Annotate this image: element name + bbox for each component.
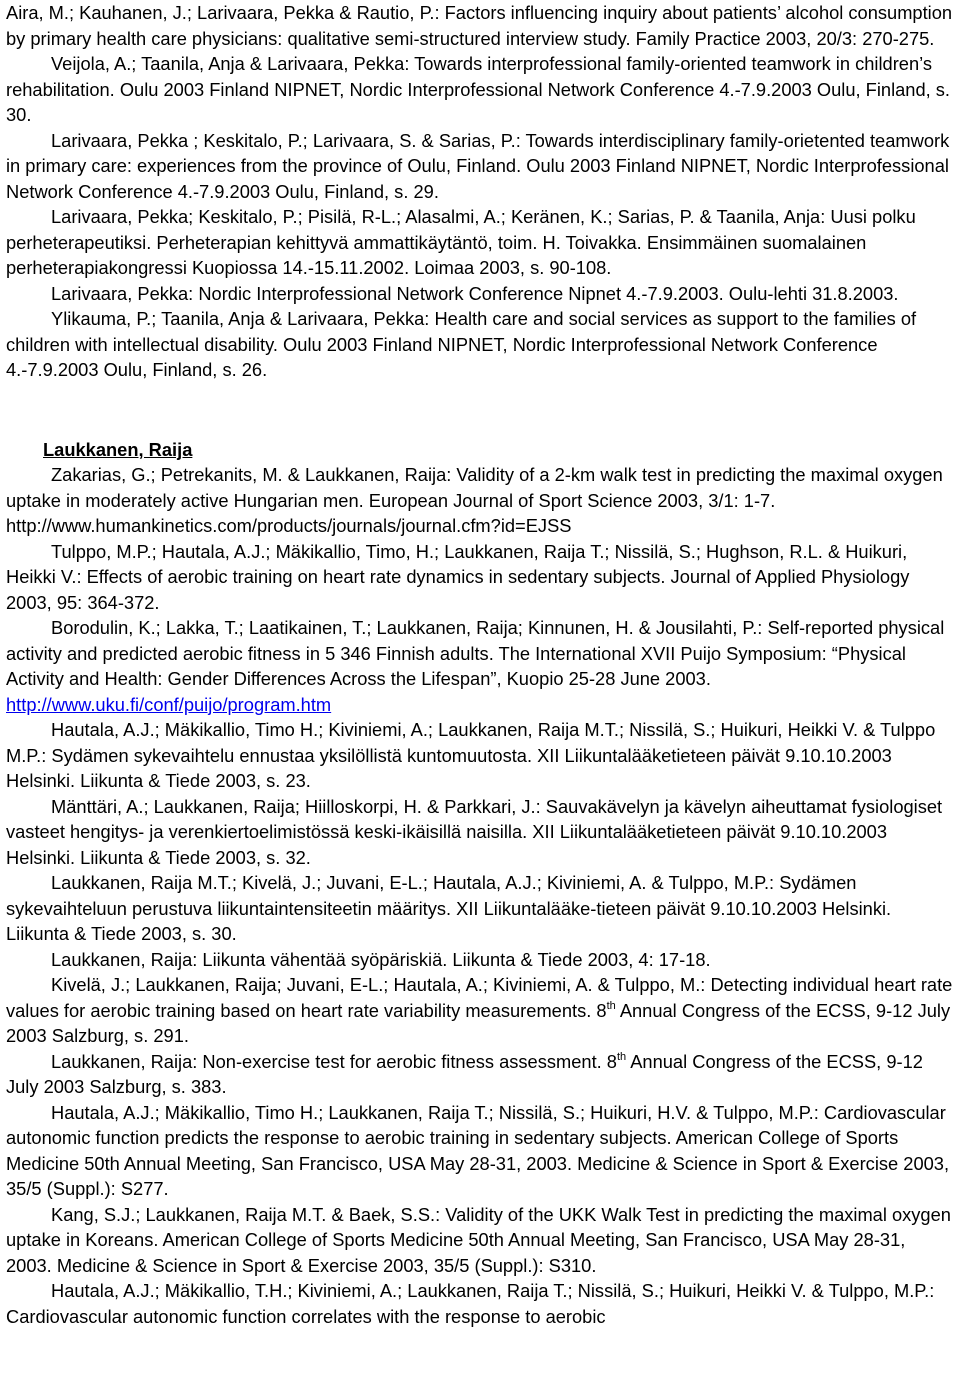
reference-text: Annual Congress of the ECSS, 9-12 July 2003 Salzburg, s. 383. [6, 1050, 923, 1097]
reference-entry: Larivaara, Pekka ; Keskitalo, P.; Larivaara, S. & Sarias, P.: Towards interdisciplinary family-orietented teamwork in primary care: experiences from the province of Oulu, Finland. Oulu 2003 Finland NIPNET, Nordic Interprofessional Network Conference 4.-7.9.2003 Oulu, Finland, s. 29. [6, 129, 950, 202]
reference-entry: Laukkanen, Raija M.T.; Kivelä, J.; Juvani, E-L.; Hautala, A.J.; Kiviniemi, A. & Tulppo, M.P.: Sydämen sykevaihteluun perustuva liikuntaintensiteetin määritys. XII Liikuntalääke-tieteen päivät 9.10.10.2003 Helsinki. Liikunta & Tiede 2003, s. 30. [6, 872, 892, 944]
program-link[interactable]: http://www.uku.fi/conf/puijo/program.htm [6, 693, 332, 715]
reference-entry: Hautala, A.J.; Mäkikallio, T.H.; Kiviniemi, A.; Laukkanen, Raija T.; Nissilä, S.; Huikuri, Heikki V. & Tulppo, M.P.: Cardiovascular autonomic function correlates with the response to aerobic [6, 1280, 935, 1327]
reference-text: Annual Congress of the ECSS, 9-12 July 2003 Salzburg, s. 291. [6, 999, 951, 1046]
reference-entry [6, 972, 954, 1049]
reference-text: Kivelä, J.; Laukkanen, Raija; Juvani, E-L.; Hautala, A.; Kiviniemi, A. & Tulppo, M.: Detecting individual heart rate values for aerobic training based on heart rate variability measurements. 8 [6, 974, 953, 1021]
reference-entry: Zakarias, G.; Petrekanits, M. & Laukkanen, Raija: Validity of a 2-km walk test in predicting the maximal oxygen uptake in moderately active Hungarian men. European Journal of Sport Science 2003, 3/1: 1-7. http://www.humankinetics.com/products/journals/journal.cfm?id=EJSS [6, 464, 943, 536]
reference-entry: Hautala, A.J.; Mäkikallio, Timo H.; Laukkanen, Raija T.; Nissilä, S.; Huikuri, H.V. & Tulppo, M.P.: Cardiovascular autonomic function predicts the response to aerobic training in sedentary subjects. American College of Sports Medicine 50th Annual Meeting, San Francisco, USA May 28-31, 2003. Medicine & Science in Sport & Exercise 2003, 35/5 (Suppl.): S277. [6, 1101, 950, 1199]
reference-entry: Veijola, A.; Taanila, Anja & Larivaara, Pekka: Towards interprofessional family-oriented teamwork in children’s rehabilitation. Oulu 2003 Finland NIPNET, Nordic Interprofessional Network Conference 4.-7.9.2003 Oulu, Finland, s. 30. [6, 53, 951, 125]
reference-entry: Hautala, A.J.; Mäkikallio, Timo H.; Kiviniemi, A.; Laukkanen, Raija M.T.; Nissilä, S.; Huikuri, Heikki V. & Tulppo M.P.: Sydämen sykevaihtelu ennustaa yksilöllistä kuntomuutosta. XII Liikuntalääketieteen päivät 9.10.10.2003 Helsinki. Liikunta & Tiede 2003, s. 23. [6, 719, 936, 791]
ordinal-suffix: th [606, 999, 616, 1012]
reference-text: Laukkanen, Raija: Non-exercise test for aerobic fitness assessment. 8 [51, 1050, 617, 1072]
author-heading: Laukkanen, Raija [43, 438, 193, 460]
section-spacer [6, 383, 954, 437]
reference-entry [6, 1049, 954, 1100]
reference-entry [6, 615, 954, 717]
reference-entry: Larivaara, Pekka; Keskitalo, P.; Pisilä, R-L.; Alasalmi, A.; Keränen, K.; Sarias, P. & Taanila, Anja: Uusi polku perheterapeutiksi. Perheterapian kehittyvä ammattikäytäntö, toim. H. Toivakka. Ensimmäinen suomalainen perheterapiakongressi Kuopiossa 14.-15.11.2002. Loimaa 2003, s. 90-108. [6, 206, 916, 278]
reference-entry: Kang, S.J.; Laukkanen, Raija M.T. & Baek, S.S.: Validity of the UKK Walk Test in predicting the maximal oxygen uptake in Koreans. American College of Sports Medicine 50th Annual Meeting, San Francisco, USA May 28-31, 2003. Medicine & Science in Sport & Exercise 2003, 35/5 (Suppl.): S310. [6, 1203, 951, 1276]
reference-entry: Larivaara, Pekka: Nordic Interprofessional Network Conference Nipnet 4.-7.9.2003. Oulu-lehti 31.8.2003. [51, 282, 899, 304]
reference-entry: Ylikauma, P.; Taanila, Anja & Larivaara, Pekka: Health care and social services as support to the families of children with intellectual disability. Oulu 2003 Finland NIPNET, Nordic Interprofessional Network Conference 4.-7.9.2003 Oulu, Finland, s. 26. [6, 308, 917, 380]
reference-entry: Aira, M.; Kauhanen, J.; Larivaara, Pekka & Rautio, P.: Factors influencing inquiry about patients’ alcohol consumption by primary health care physicians: qualitative semi-structured interview study. Family Practice 2003, 20/3: 270-275. [6, 2, 953, 49]
reference-entry: Tulppo, M.P.; Hautala, A.J.; Mäkikallio, Timo, H.; Laukkanen, Raija T.; Nissilä, S.; Hughson, R.L. & Huikuri, Heikki V.: Effects of aerobic training on heart rate dynamics in sedentary subjects. Journal of Applied Physiology 2003, 95: 364-372. [6, 540, 910, 613]
reference-entry: Mänttäri, A.; Laukkanen, Raija; Hiilloskorpi, H. & Parkkari, J.: Sauvakävelyn ja kävelyn aiheuttamat fysiologiset vasteet hengitys- ja verenkiertoelimistössä keski-ikäisillä naisilla. XII Liikuntalääketieteen päivät 9.10.10.2003 Helsinki. Liikunta & Tiede 2003, s. 32. [6, 795, 943, 868]
reference-entry: Laukkanen, Raija: Liikunta vähentää syöpäriskiä. Liikunta & Tiede 2003, 4: 17-18. [51, 948, 711, 970]
reference-text: Borodulin, K.; Lakka, T.; Laatikainen, T.; Laukkanen, Raija; Kinnunen, H. & Jousilahti, P.: Self-reported physical activity and predicted aerobic fitness in 5 346 Finnish adults. The International XVII Puijo Symposium: “Physical Activity and Health: Gender Differences Across the Lifespan”, Kuopio 25-28 June 2003. [6, 617, 945, 689]
ordinal-suffix: th [616, 1050, 627, 1063]
